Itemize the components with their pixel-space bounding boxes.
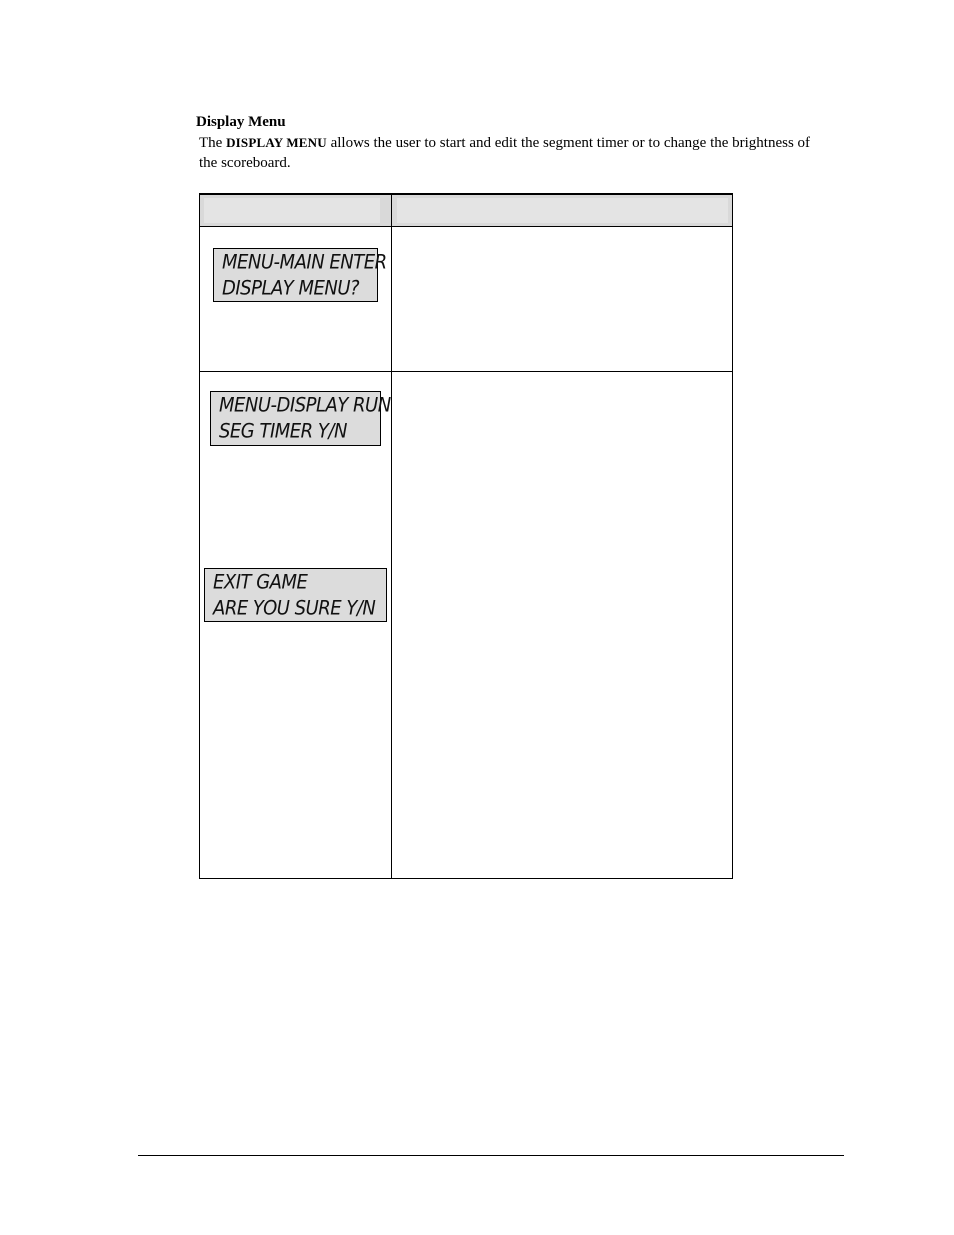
section-heading: Display Menu bbox=[196, 114, 286, 130]
lcd-line-2: SEG TIMER Y/N bbox=[219, 419, 347, 443]
table-header-cell-display bbox=[204, 198, 380, 223]
table-header-row bbox=[200, 195, 732, 227]
lcd-line-1: MENU-DISPLAY RUN bbox=[219, 393, 391, 417]
lcd-screen-run-seg-timer bbox=[210, 391, 391, 446]
lcd-screen-menu-main bbox=[213, 248, 387, 302]
lcd-line-2: ARE YOU SURE Y/N bbox=[213, 596, 376, 620]
table-column-divider bbox=[391, 195, 392, 879]
lcd-line-2: DISPLAY MENU? bbox=[222, 276, 360, 300]
intro-paragraph bbox=[199, 133, 819, 173]
lcd-line-1: MENU-MAIN ENTER bbox=[222, 250, 387, 274]
intro-menu-name: DISPLAY MENU bbox=[226, 135, 327, 150]
lcd-screen-exit-game bbox=[204, 568, 387, 622]
intro-prefix: The bbox=[199, 135, 227, 151]
table-header-cell-action bbox=[397, 198, 728, 223]
lcd-line-1: EXIT GAME bbox=[213, 570, 308, 594]
table-row-divider bbox=[200, 371, 732, 372]
footer-divider bbox=[138, 1155, 844, 1156]
intro-suffix: allows the user to start and edit the segment timer or to change the brightness of the scoreboard. bbox=[199, 135, 811, 171]
